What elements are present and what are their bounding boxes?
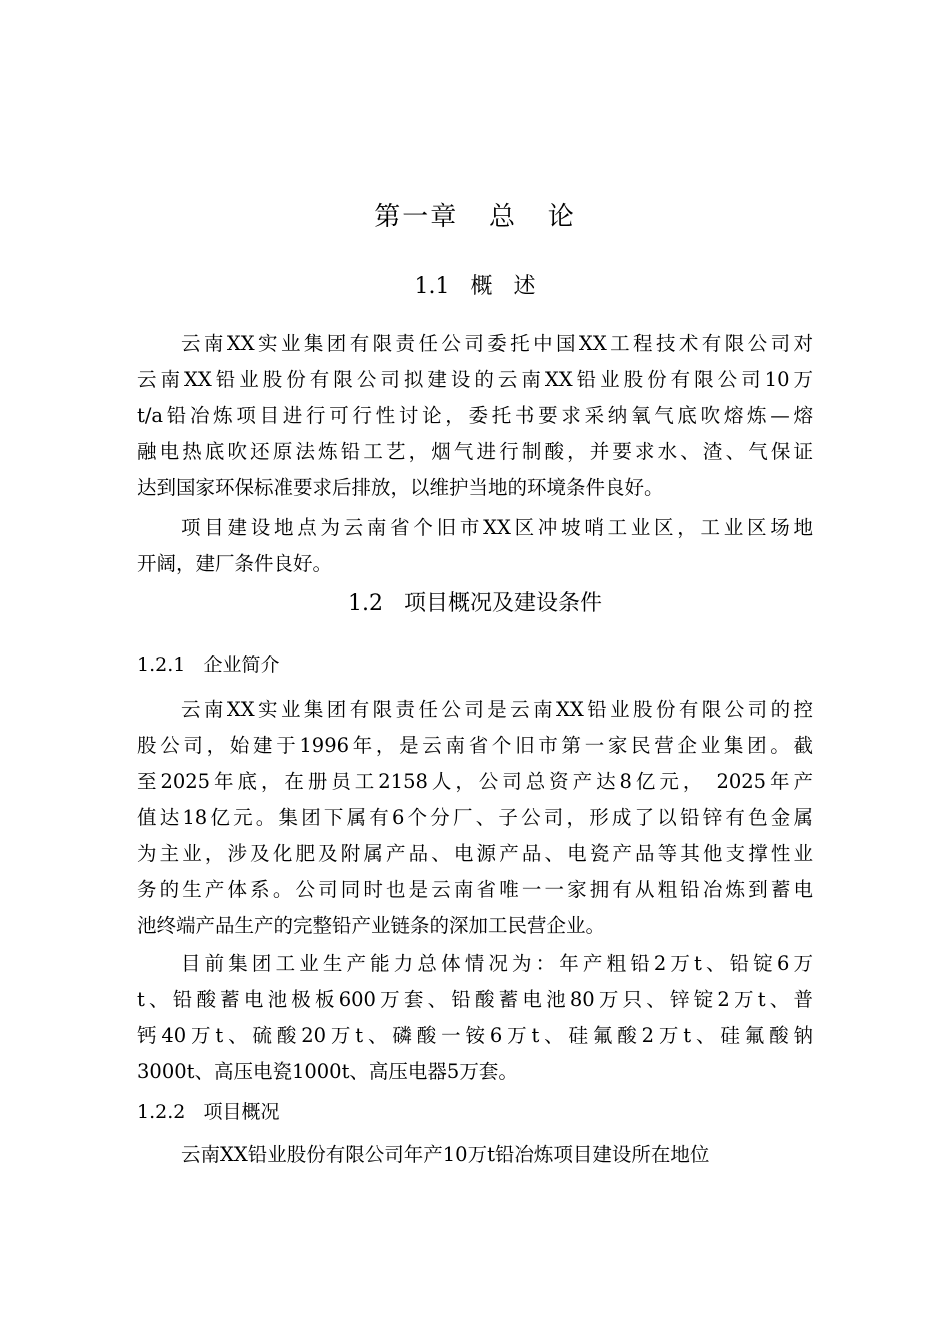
section-title-1-2: 1.2 项目概况及建设条件	[348, 591, 602, 616]
text-line: 股公司，始建于1996年，是云南省个旧市第一家民营企业集团。截	[137, 734, 813, 757]
text-line: 达到国家环保标准要求后排放，以维护当地的环境条件良好。	[137, 476, 664, 499]
text-line: 云南XX实业集团有限责任公司是云南XX铅业股份有限公司的控	[181, 698, 813, 721]
paragraph-overview-1	[137, 326, 813, 506]
text-line: 为主业，涉及化肥及附属产品、电源产品、电瓷产品等其他支撑性业	[137, 842, 813, 865]
text-line: 3000t、高压电瓷1000t、高压电器5万套。	[137, 1060, 518, 1083]
chapter-title: 第一章 总 论	[374, 202, 576, 232]
text-line: 钙40万t、硫酸20万t、磷酸一铵6万t、硅氟酸2万t、硅氟酸钠	[137, 1024, 813, 1047]
paragraph-project-overview	[137, 1137, 813, 1173]
subsection-title-1-2-2: 1.2.2 项目概况	[137, 1101, 280, 1123]
paragraph-overview-2	[137, 510, 813, 582]
paragraph-company-intro-2	[137, 946, 813, 1090]
text-line: 云南XX实业集团有限责任公司委托中国XX工程技术有限公司对	[181, 332, 813, 355]
text-line: 务的生产体系。公司同时也是云南省唯一一家拥有从粗铅冶炼到蓄电	[137, 878, 813, 901]
subsection-title-1-2-1: 1.2.1 企业简介	[137, 654, 280, 676]
text-line: 至2025年底，在册员工2158人，公司总资产达8亿元， 2025年产	[137, 770, 813, 793]
text-line: 池终端产品生产的完整铅产业链条的深加工民营企业。	[137, 914, 606, 937]
text-line: 值达18亿元。集团下属有6个分厂、子公司，形成了以铅锌有色金属	[137, 806, 813, 829]
text-line: t/a铅冶炼项目进行可行性讨论，委托书要求采纳氧气底吹熔炼—熔	[137, 404, 813, 427]
text-line: 融电热底吹还原法炼铅工艺，烟气进行制酸，并要求水、渣、气保证	[137, 440, 813, 463]
text-line: 开阔，建厂条件良好。	[137, 552, 333, 575]
text-line: 项目建设地点为云南省个旧市XX区冲坡哨工业区，工业区场地	[181, 516, 813, 539]
paragraph-company-intro-1	[137, 692, 813, 944]
text-line: 云南XX铅业股份有限公司拟建设的云南XX铅业股份有限公司10万	[137, 368, 813, 391]
text-line: t、铅酸蓄电池极板600万套、铅酸蓄电池80万只、锌锭2万t、普	[137, 988, 813, 1011]
text-line: 目前集团工业生产能力总体情况为：年产粗铅2万t、铅锭6万	[181, 952, 813, 975]
text-line: 云南XX铅业股份有限公司年产10万t铅冶炼项目建设所在地位	[181, 1143, 710, 1166]
section-title-1-1: 1.1 概 述	[414, 274, 536, 299]
